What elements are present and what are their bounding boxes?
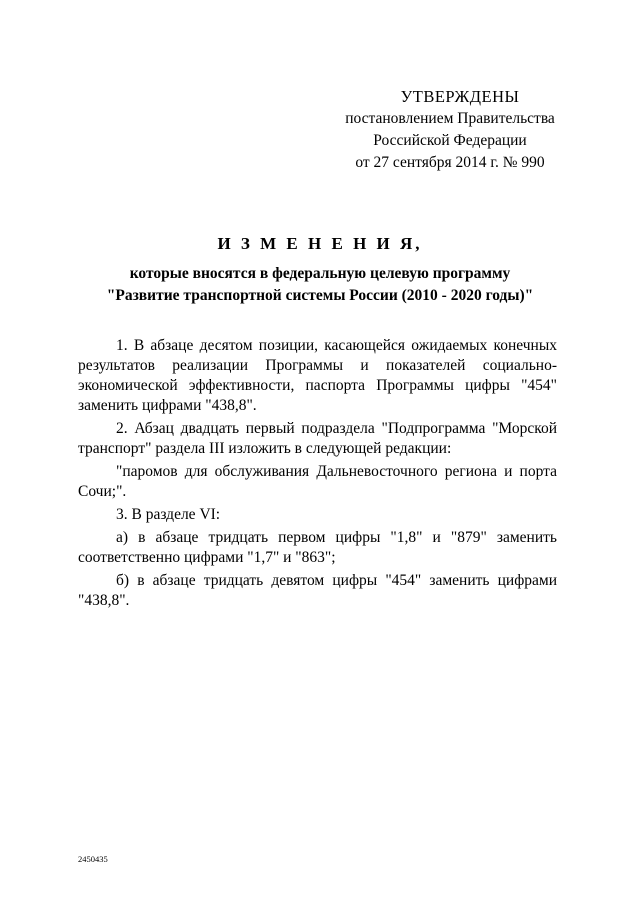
paragraph-4: 3. В разделе VI: (116, 506, 221, 523)
title-main: И З М Е Н Е Н И Я, (217, 234, 423, 253)
title-sub-line-1: которые вносятся в федеральную целевую программу (129, 265, 511, 282)
document-title (60, 231, 580, 307)
paragraph-6: б) в абзаце тридцать девятом цифры "454" заменить цифрами "438,8". (78, 572, 557, 609)
paragraph-5: а) в абзаце тридцать первом цифры "1,8" и "879" заменить соответственно цифрами "1,7" и "863"; (78, 529, 557, 566)
approval-stamp (330, 86, 570, 174)
paragraph-3: "паромов для обслуживания Дальневосточного региона и порта Сочи;". (78, 463, 557, 500)
paragraph-1: 1. В абзаце десятом позиции, касающейся ожидаемых конечных результатов реализации Программы и показателей социально-экономической эффективности, паспорта Программы цифры "454" заменить цифрами "438,8". (78, 337, 557, 414)
document-body (78, 336, 557, 614)
approval-line-2: Российской Федерации (373, 132, 527, 149)
approval-line-3: от 27 сентября 2014 г. № 990 (355, 154, 545, 171)
document-id: 2450435 (78, 854, 108, 864)
approval-line-1: постановлением Правительства (345, 110, 555, 127)
approval-heading: УТВЕРЖДЕНЫ (400, 87, 520, 106)
paragraph-2: 2. Абзац двадцать первый подраздела "Подпрограмма "Морской транспорт" раздела III изложить в следующей редакции: (78, 420, 557, 457)
title-sub-line-2: "Развитие транспортной системы России (2010 - 2020 годы)" (106, 287, 534, 304)
